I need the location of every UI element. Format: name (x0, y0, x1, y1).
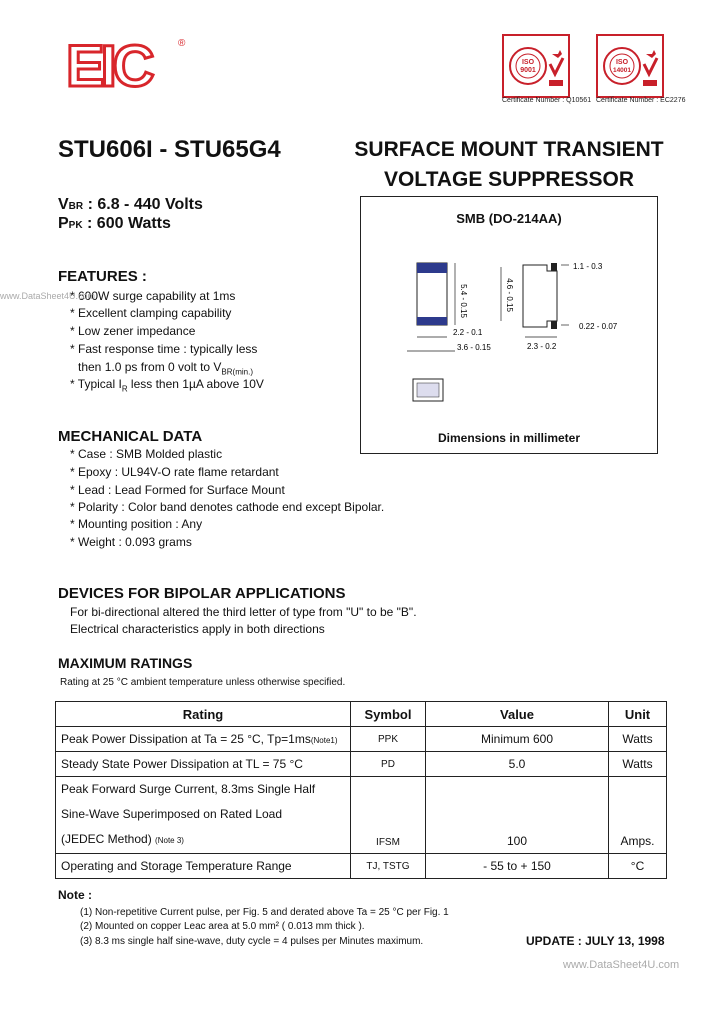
svg-text:2.2 - 0.1: 2.2 - 0.1 (453, 328, 483, 337)
package-title: SMB (DO-214AA) (456, 211, 562, 226)
value-cell: - 55 to + 150 (426, 854, 609, 879)
rating-cell: Peak Forward Surge Current, 8.3ms Single Half Sine-Wave Superimposed on Rated Load (JEDEC Method) (Note 3) (56, 777, 351, 854)
mechanical-item: * Mounting position : Any (70, 517, 203, 531)
svg-text:9001: 9001 (520, 67, 536, 74)
cert2-caption: Certificate Number : EC2276 (596, 97, 686, 104)
feature-item: * Excellent clamping capability (70, 306, 232, 320)
note-item: (2) Mounted on copper Leac area at 5.0 mm² ( 0.013 mm thick ). (80, 921, 365, 932)
unit-cell: °C (609, 854, 667, 879)
svg-text:ISO: ISO (521, 59, 535, 66)
svg-text:ISO: ISO (615, 59, 629, 66)
ppk-spec: PPK : 600 Watts (58, 215, 171, 232)
symbol-cell: IFSM (351, 777, 426, 854)
mechanical-heading: MECHANICAL DATA (58, 428, 203, 445)
watermark-left: www.DataSheet4U.com (0, 291, 96, 301)
mechanical-item: * Lead : Lead Formed for Surface Mount (70, 483, 285, 497)
bipolar-heading: DEVICES FOR BIPOLAR APPLICATIONS (58, 585, 346, 602)
value-cell: 100 (426, 777, 609, 854)
ratings-heading: MAXIMUM RATINGS (58, 655, 193, 671)
subtitle-line2: VOLTAGE SUPPRESSOR (383, 168, 635, 191)
iso-14001-seal (596, 34, 664, 98)
note-item: (1) Non-repetitive Current pulse, per Fig. 5 and derated above Ta = 25 °C per Fig. 1 (80, 907, 449, 918)
col-rating: Rating (56, 702, 351, 727)
rating-cell: Steady State Power Dissipation at TL = 75 °C (56, 752, 351, 777)
feature-item: then 1.0 ps from 0 volt to $V_{BR(min.)}$ (78, 360, 253, 377)
svg-text:4.6 - 0.15: 4.6 - 0.15 (505, 278, 514, 312)
mechanical-item: * Weight : 0.093 grams (70, 535, 192, 549)
notes-heading: Note : (58, 888, 92, 902)
unit-cell: Amps. (609, 777, 667, 854)
mechanical-item: * Epoxy : UL94V-O rate flame retardant (70, 465, 279, 479)
subtitle-line1: SURFACE MOUNT TRANSIENT (354, 138, 664, 161)
value-cell: Minimum 600 (426, 727, 609, 752)
mechanical-item: * Case : SMB Molded plastic (70, 447, 223, 461)
note-item: (3) 8.3 ms single half sine-wave, duty cycle = 4 pulses per Minutes maximum. (80, 936, 424, 947)
cert1-caption: Certificate Number : Q10561 (502, 97, 592, 104)
package-drawing (361, 237, 657, 417)
feature-item: * 600W surge capability at 1ms (70, 289, 236, 303)
svg-text:®: ® (178, 38, 186, 49)
rating-cell: Peak Power Dissipation at Ta = 25 °C, Tp=1ms(Note1) (56, 727, 351, 752)
table-header-row (56, 702, 667, 727)
svg-text:0.22 - 0.07: 0.22 - 0.07 (579, 322, 618, 331)
ratings-condition: Rating at 25 °C ambient temperature unless otherwise specified. (60, 677, 346, 688)
symbol-cell: PPK (351, 727, 426, 752)
svg-text:1.1 - 0.3: 1.1 - 0.3 (573, 262, 603, 271)
package-caption: Dimensions in millimeter (437, 431, 581, 445)
eic-logo (66, 36, 196, 92)
symbol-cell: TJ, TSTG (351, 854, 426, 879)
unit-cell: Watts (609, 727, 667, 752)
svg-text:5.4 - 0.15: 5.4 - 0.15 (459, 284, 468, 318)
value-cell: 5.0 (426, 752, 609, 777)
package-outline-box (360, 196, 658, 454)
svg-text:EIC: EIC (66, 36, 151, 92)
svg-text:2.3 - 0.2: 2.3 - 0.2 (527, 342, 557, 351)
bipolar-line1: For bi-directional altered the third letter of type from "U" to be "B". (70, 605, 417, 619)
features-heading: FEATURES : (58, 268, 147, 285)
page-title: STU606I - STU65G4 (58, 136, 281, 163)
table-row (56, 752, 667, 777)
update-date: UPDATE : JULY 13, 1998 (526, 934, 665, 948)
svg-text:3.6 - 0.15: 3.6 - 0.15 (457, 343, 491, 352)
svg-text:14001: 14001 (612, 67, 632, 74)
ratings-table (55, 701, 667, 879)
mechanical-item: * Polarity : Color band denotes cathode end except Bipolar. (70, 500, 385, 514)
table-row (56, 854, 667, 879)
feature-item: * Low zener impedance (70, 324, 196, 338)
watermark-bottom: www.DataSheet4U.com (563, 959, 680, 971)
bipolar-line2: Electrical characteristics apply in both directions (70, 622, 325, 636)
col-value: Value (426, 702, 609, 727)
table-row (56, 777, 667, 854)
iso-9001-seal (502, 34, 570, 98)
unit-cell: Watts (609, 752, 667, 777)
col-symbol: Symbol (351, 702, 426, 727)
feature-item: * Typical $I_R$ less then 1µA above 10V (70, 377, 264, 394)
table-row (56, 727, 667, 752)
vbr-spec: VBR : 6.8 - 440 Volts (58, 196, 203, 213)
feature-item: * Fast response time : typically less (70, 342, 258, 356)
col-unit: Unit (609, 702, 667, 727)
symbol-cell: PD (351, 752, 426, 777)
rating-cell: Operating and Storage Temperature Range (56, 854, 351, 879)
